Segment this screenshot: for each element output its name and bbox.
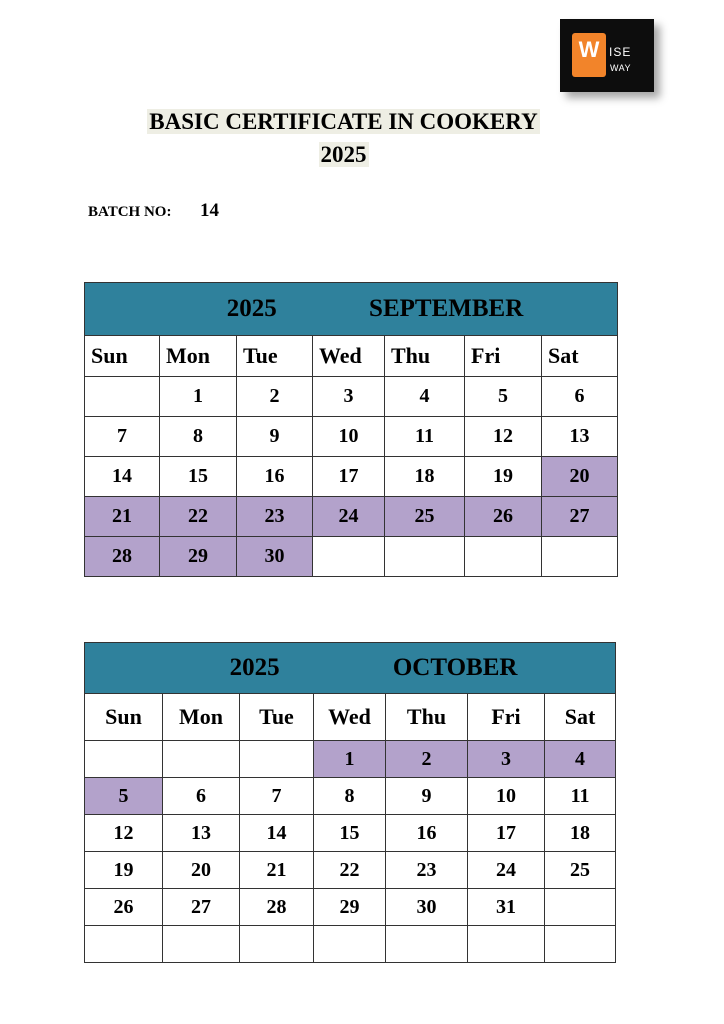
day-cell-6: 6 [542,377,618,417]
day-cell-24: 24 [468,852,545,889]
empty-day-cell [542,537,618,577]
day-cell-23: 23 [237,497,313,537]
week-row [85,497,618,537]
day-cell-7: 7 [240,778,314,815]
logo-mark: W [572,33,606,77]
day-cell-11: 11 [385,417,465,457]
empty-day-cell [468,926,545,963]
weekday-sun: Sun [85,336,160,377]
weekday-row [85,336,618,377]
day-cell-24: 24 [313,497,385,537]
wiseway-logo [560,19,654,92]
calendar-year: 2025 [229,654,280,681]
week-row [85,815,616,852]
day-cell-27: 27 [163,889,240,926]
day-cell-13: 13 [542,417,618,457]
empty-day-cell [240,926,314,963]
batch-number: 14 [200,200,219,221]
week-row [85,889,616,926]
weekday-thu: Thu [386,694,468,741]
weekday-row [85,694,616,741]
day-cell-7: 7 [85,417,160,457]
day-cell-4: 4 [385,377,465,417]
day-cell-22: 22 [160,497,237,537]
week-row [85,778,616,815]
day-cell-2: 2 [237,377,313,417]
day-cell-18: 18 [545,815,616,852]
empty-day-cell [545,926,616,963]
day-cell-2: 2 [386,741,468,778]
weekday-mon: Mon [163,694,240,741]
weekday-fri: Fri [465,336,542,377]
calendar-header [85,283,618,336]
weekday-sun: Sun [85,694,163,741]
day-cell-22: 22 [314,852,386,889]
day-cell-30: 30 [237,537,313,577]
day-cell-14: 14 [85,457,160,497]
day-cell-3: 3 [468,741,545,778]
logo-text-bottom: WAY [610,63,631,73]
day-cell-28: 28 [240,889,314,926]
day-cell-21: 21 [85,497,160,537]
empty-day-cell [85,926,163,963]
day-cell-25: 25 [385,497,465,537]
document-title: BASIC CERTIFICATE IN COOKERY [149,109,538,134]
day-cell-8: 8 [160,417,237,457]
calendar-month: SEPTEMBER [369,295,524,322]
day-cell-26: 26 [465,497,542,537]
week-row [85,537,618,577]
weekday-thu: Thu [385,336,465,377]
day-cell-23: 23 [386,852,468,889]
day-cell-16: 16 [386,815,468,852]
day-cell-15: 15 [314,815,386,852]
day-cell-17: 17 [468,815,545,852]
logo-text-top: ISE [609,45,632,59]
day-cell-26: 26 [85,889,163,926]
empty-day-cell [386,926,468,963]
empty-day-cell [85,741,163,778]
day-cell-29: 29 [314,889,386,926]
day-cell-8: 8 [314,778,386,815]
empty-day-cell [163,926,240,963]
day-cell-1: 1 [314,741,386,778]
week-row [85,457,618,497]
day-cell-27: 27 [542,497,618,537]
day-cell-15: 15 [160,457,237,497]
day-cell-30: 30 [386,889,468,926]
empty-day-cell [163,741,240,778]
day-cell-19: 19 [465,457,542,497]
empty-day-cell [313,537,385,577]
weekday-wed: Wed [313,336,385,377]
empty-day-cell [85,377,160,417]
day-cell-25: 25 [545,852,616,889]
day-cell-12: 12 [465,417,542,457]
day-cell-21: 21 [240,852,314,889]
weekday-tue: Tue [237,336,313,377]
day-cell-18: 18 [385,457,465,497]
calendar-month: OCTOBER [392,654,518,681]
empty-day-cell [240,741,314,778]
day-cell-1: 1 [160,377,237,417]
week-row [85,852,616,889]
week-row [85,926,616,963]
day-cell-10: 10 [468,778,545,815]
empty-day-cell [465,537,542,577]
october-calendar [84,642,616,963]
day-cell-9: 9 [386,778,468,815]
day-cell-6: 6 [163,778,240,815]
day-cell-12: 12 [85,815,163,852]
day-cell-13: 13 [163,815,240,852]
day-cell-5: 5 [465,377,542,417]
empty-day-cell [314,926,386,963]
week-row [85,417,618,457]
day-cell-16: 16 [237,457,313,497]
batch-label: BATCH NO: [88,204,172,220]
weekday-tue: Tue [240,694,314,741]
weekday-sat: Sat [542,336,618,377]
day-cell-3: 3 [313,377,385,417]
day-cell-14: 14 [240,815,314,852]
day-cell-5: 5 [85,778,163,815]
day-cell-20: 20 [163,852,240,889]
week-row [85,377,618,417]
week-row [85,741,616,778]
empty-day-cell [385,537,465,577]
weekday-fri: Fri [468,694,545,741]
document-year: 2025 [320,142,367,167]
day-cell-10: 10 [313,417,385,457]
empty-day-cell [545,889,616,926]
day-cell-17: 17 [313,457,385,497]
day-cell-20: 20 [542,457,618,497]
calendar-header [85,643,616,694]
weekday-wed: Wed [314,694,386,741]
calendar-year: 2025 [226,295,277,322]
weekday-mon: Mon [160,336,237,377]
day-cell-11: 11 [545,778,616,815]
day-cell-28: 28 [85,537,160,577]
weekday-sat: Sat [545,694,616,741]
september-calendar [84,282,618,577]
day-cell-4: 4 [545,741,616,778]
day-cell-9: 9 [237,417,313,457]
day-cell-31: 31 [468,889,545,926]
day-cell-29: 29 [160,537,237,577]
day-cell-19: 19 [85,852,163,889]
